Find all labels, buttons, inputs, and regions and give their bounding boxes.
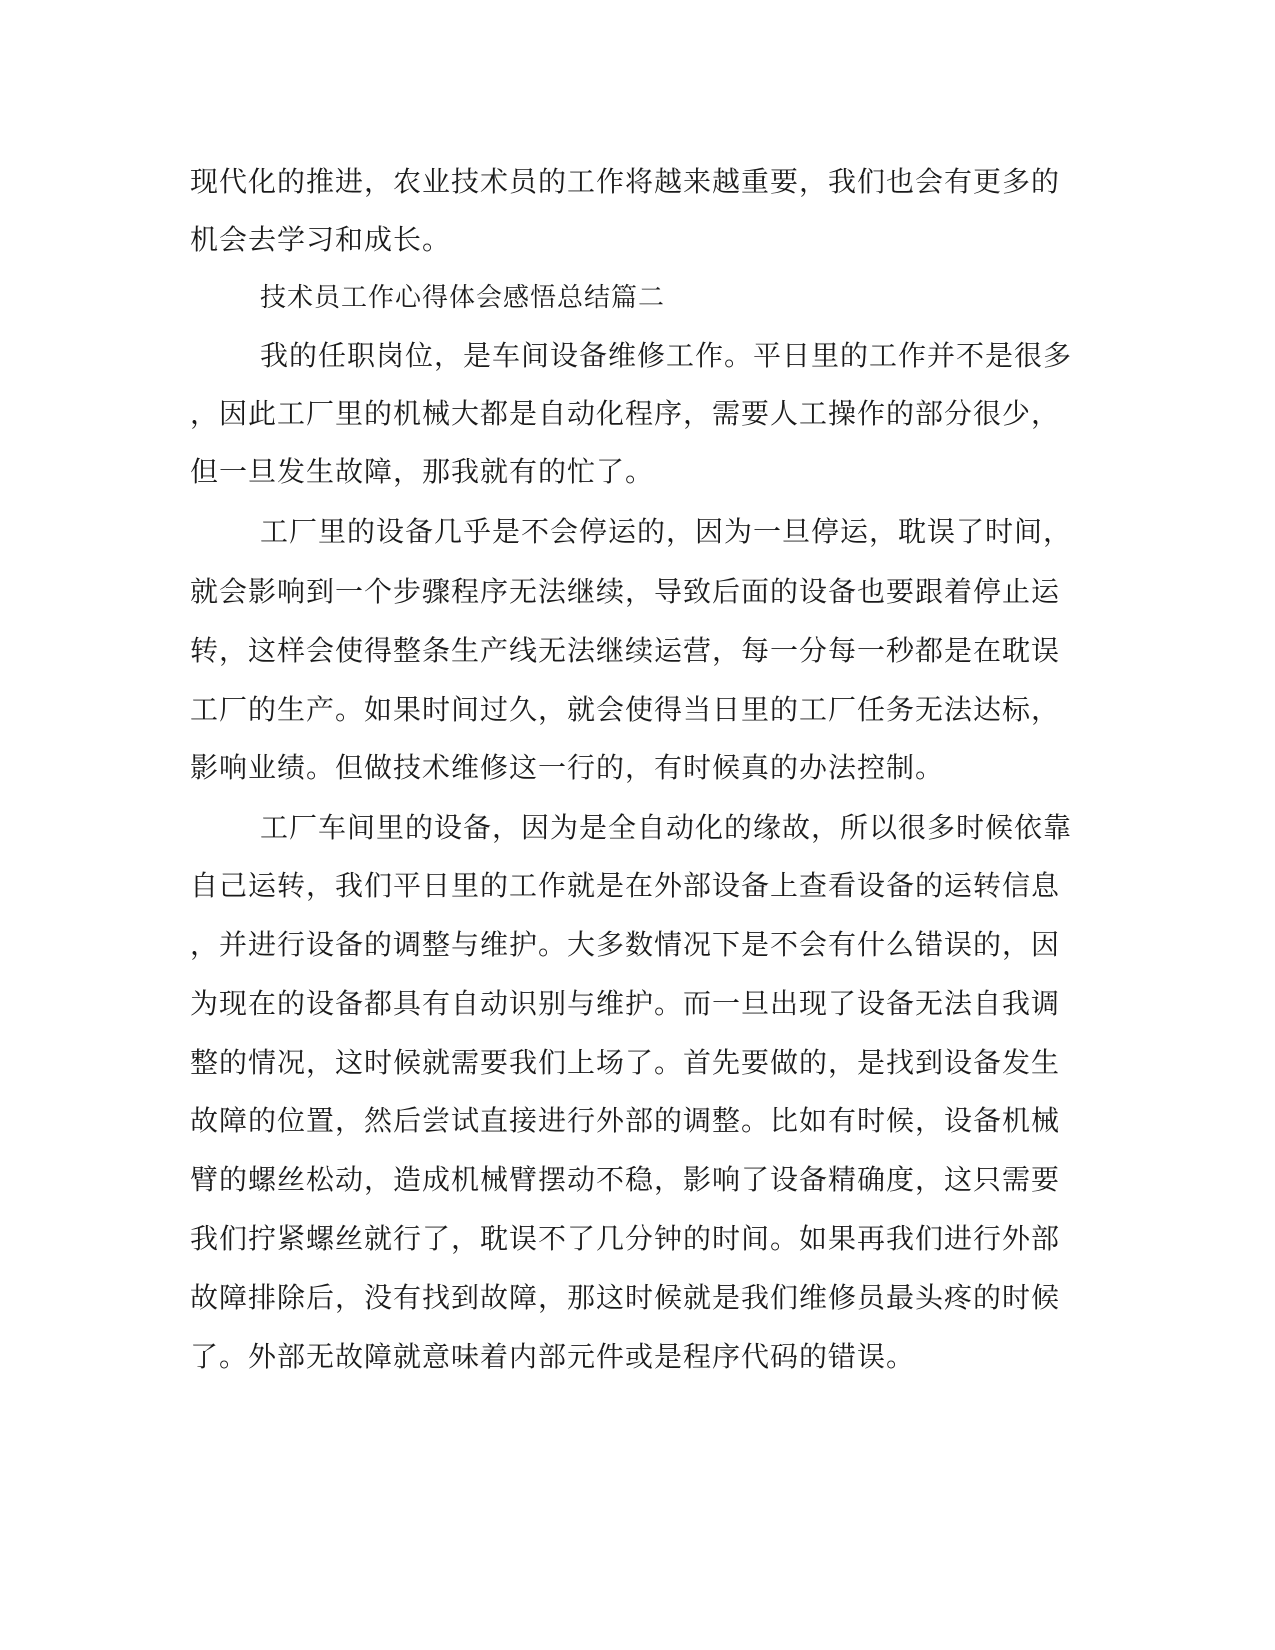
- text-line: ，并进行设备的调整与维护。大多数情况下是不会有什么错误的，因: [190, 928, 1061, 961]
- text-line: 机会去学习和成长。: [190, 223, 452, 256]
- text-line: 整的情况，这时候就需要我们上场了。首先要做的，是找到设备发生: [190, 1046, 1061, 1079]
- text-line: 自己运转，我们平日里的工作就是在外部设备上查看设备的运转信息: [190, 869, 1061, 902]
- text-line: 我的任职岗位，是车间设备维修工作。平日里的工作并不是很多: [260, 339, 1073, 372]
- text-line: 现代化的推进，农业技术员的工作将越来越重要，我们也会有更多的: [190, 165, 1061, 198]
- text-line: 但一旦发生故障，那我就有的忙了。: [190, 455, 655, 488]
- text-line: 工厂里的设备几乎是不会停运的，因为一旦停运，耽误了时间，: [260, 515, 1073, 548]
- text-line: 影响业绩。但做技术维修这一行的，有时候真的办法控制。: [190, 751, 945, 784]
- text-line: ，因此工厂里的机械大都是自动化程序，需要人工操作的部分很少，: [190, 397, 1061, 430]
- text-line: 了。外部无故障就意味着内部元件或是程序代码的错误。: [190, 1340, 916, 1373]
- section-heading: 技术员工作心得体会感悟总结篇二: [260, 283, 666, 313]
- text-line: 我们拧紧螺丝就行了，耽误不了几分钟的时间。如果再我们进行外部: [190, 1222, 1061, 1255]
- text-line: 转，这样会使得整条生产线无法继续运营，每一分每一秒都是在耽误: [190, 634, 1061, 667]
- text-line: 工厂的生产。如果时间过久，就会使得当日里的工厂任务无法达标，: [190, 693, 1061, 726]
- text-line: 为现在的设备都具有自动识别与维护。而一旦出现了设备无法自我调: [190, 987, 1061, 1020]
- text-line: 故障排除后，没有找到故障，那这时候就是我们维修员最头疼的时候: [190, 1281, 1061, 1314]
- text-line: 臂的螺丝松动，造成机械臂摆动不稳，影响了设备精确度，这只需要: [190, 1163, 1061, 1196]
- text-line: 故障的位置，然后尝试直接进行外部的调整。比如有时候，设备机械: [190, 1104, 1061, 1137]
- text-line: 就会影响到一个步骤程序无法继续，导致后面的设备也要跟着停止运: [190, 575, 1061, 608]
- text-line: 工厂车间里的设备，因为是全自动化的缘故，所以很多时候依靠: [260, 811, 1073, 844]
